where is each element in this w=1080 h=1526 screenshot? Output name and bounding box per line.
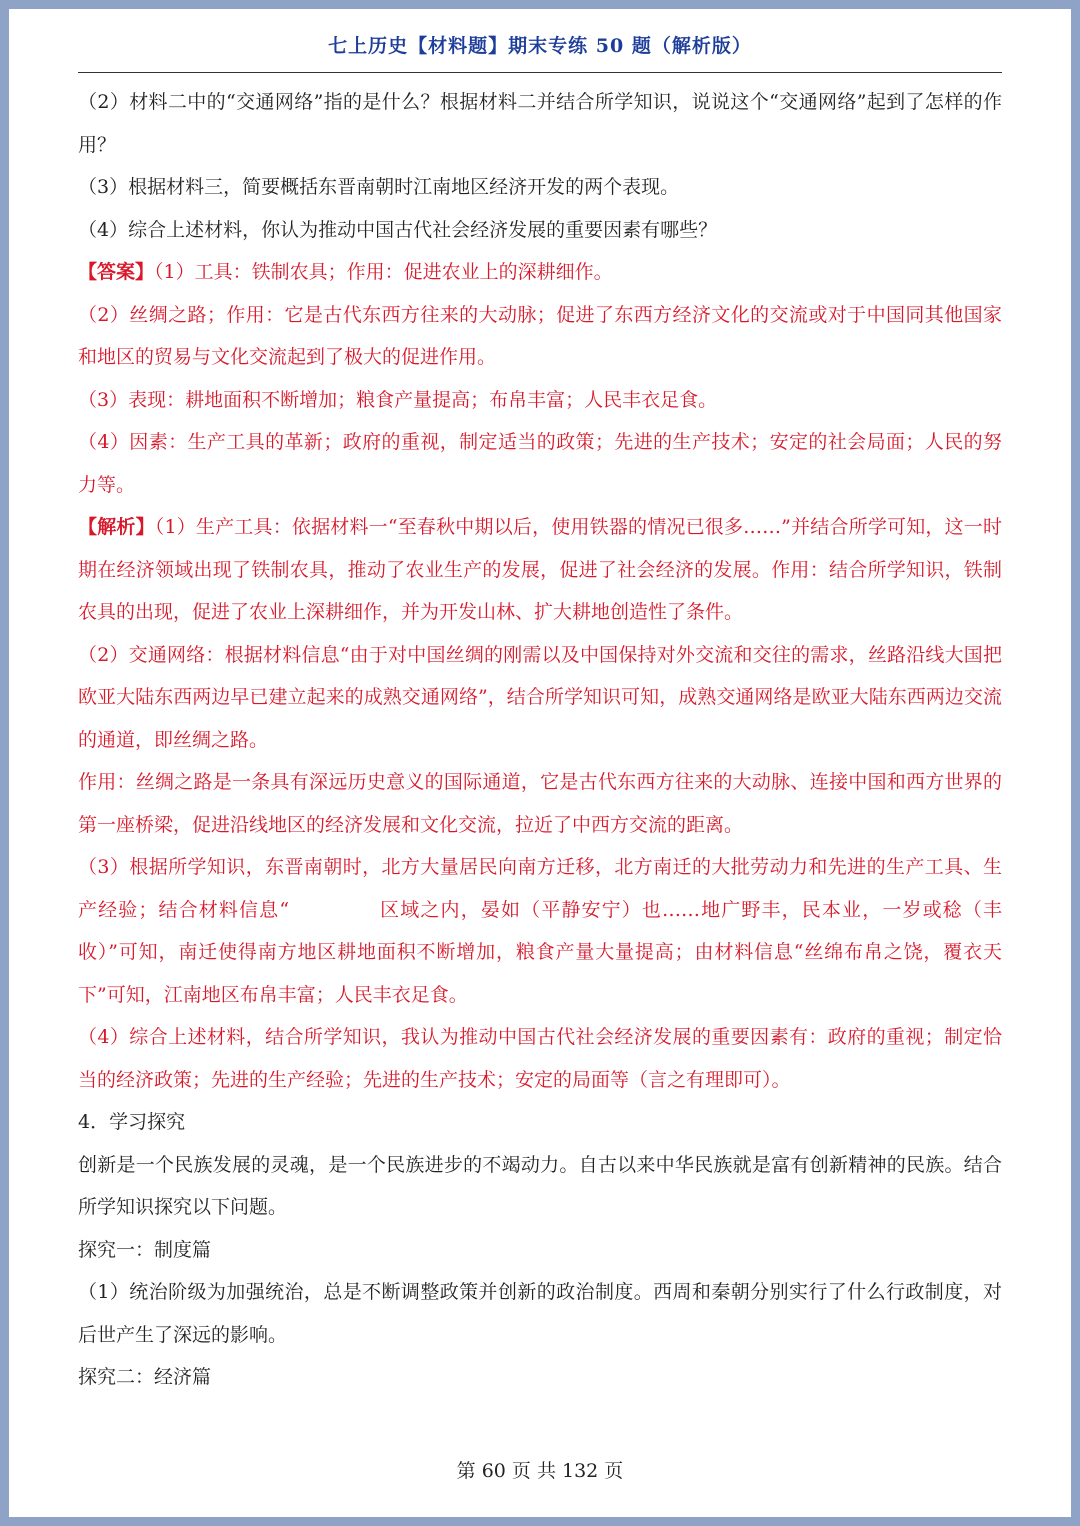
explore-1-heading: 探究一：制度篇 [78,1238,212,1261]
analysis-1-text: （1）生产工具：依据材料一“至春秋中期以后，使用铁器的情况已很多……”并结合所学可知，这一时期在经济领域出现了铁制农具，推动了农业生产的发展，促进了社会经济的发展。作用：结合所学知识，铁制农具的出现，促进了农业上深耕细作，并为开发山林、扩大耕地创造性了条件。 [78,516,1002,623]
analysis-tag: 【解析】 [78,516,155,538]
header-divider [78,72,1002,73]
analysis-3: 作用：丝绸之路是一条具有深远历史意义的国际通道，它是古代东西方往来的大动脉、连接中国和西方世界的第一座桥梁，促进沿线地区的经济发展和文化交流，拉近了中西方交流的距离。 [78,771,1002,836]
analysis-4-text-a: （3）根据所学知识，东晋南朝时，北方大量居民向南方迁移，北方南迁的大批劳动力和先进的生产工具、生产经验；结合材料信息“ [78,856,1002,921]
analysis-2: （2）交通网络：根据材料信息“由于对中国丝绸的刚需以及中国保持对外交流和交往的需求，丝路沿线大国把欧亚大陆东西两边早已建立起来的成熟交通网络”，结合所学知识可知，成熟交通网络是欧亚大陆东西两边交流的通道，即丝绸之路。 [78,643,1002,751]
question-4: （4）综合上述材料，你认为推动中国古代社会经济发展的重要因素有哪些？ [78,218,718,241]
document-page [9,9,1071,1517]
analysis-1 [78,506,1002,634]
section-4-intro: 创新是一个民族发展的灵魂，是一个民族进步的不竭动力。自古以来中华民族就是富有创新精神的民族。结合所学知识探究以下问题。 [78,1153,1002,1218]
explore-2-heading: 探究二：经济篇 [78,1366,212,1388]
page-title: 七上历史【材料题】期末专练 50 题（解析版） [328,35,752,57]
analysis-4-text-b: 区域之内，晏如（平静安宁）也……地广野丰，民本业，一岁或稔（丰收）”可知，南迁使得南方地区耕地面积不断增加，粮食产量大量提高；由材料信息“丝绵布帛之饶，覆衣天下”可知，江南地区布帛丰富；人民丰衣足食。 [78,898,1002,1006]
answer-4: （4）因素：生产工具的革新；政府的重视，制定适当的政策；先进的生产技术；安定的社会局面；人民的努力等。 [78,431,1002,496]
answer-1 [78,251,1002,294]
document-body [78,81,1002,1399]
answer-2: （2）丝绸之路；作用：它是古代东西方往来的大动脉；促进了东西方经济文化的交流或对于中国同其他国家和地区的贸易与文化交流起到了极大的促进作用。 [78,303,1002,368]
analysis-5: （4）综合上述材料，结合所学知识，我认为推动中国古代社会经济发展的重要因素有：政府的重视；制定恰当的经济政策；先进的生产经验；先进的生产技术；安定的局面等（言之有理即可）。 [78,1026,1002,1091]
answer-tag: 【答案】 [78,261,155,283]
section-4-heading: 4．学习探究 [78,1111,186,1133]
explore-1-question: （1）统治阶级为加强统治，总是不断调整政策并创新的政治制度。西周和秦朝分别实行了什么行政制度，对后世产生了深远的影响。 [78,1281,1002,1346]
question-3: （3）根据材料三，简要概括东晋南朝时江南地区经济开发的两个表现。 [78,176,680,198]
answer-1-text: （1）工具：铁制农具；作用：促进农业上的深耕细作。 [154,261,613,283]
analysis-4 [78,846,1002,1016]
page-number: 第 60 页 共 132 页 [456,1460,624,1482]
question-2: （2）材料二中的“交通网络”指的是什么？根据材料二并结合所学知识，说说这个“交通网络”起到了怎样的作用？ [78,91,1002,156]
answer-3: （3）表现：耕地面积不断增加；粮食产量提高；布帛丰富；人民丰衣足食。 [78,388,718,411]
